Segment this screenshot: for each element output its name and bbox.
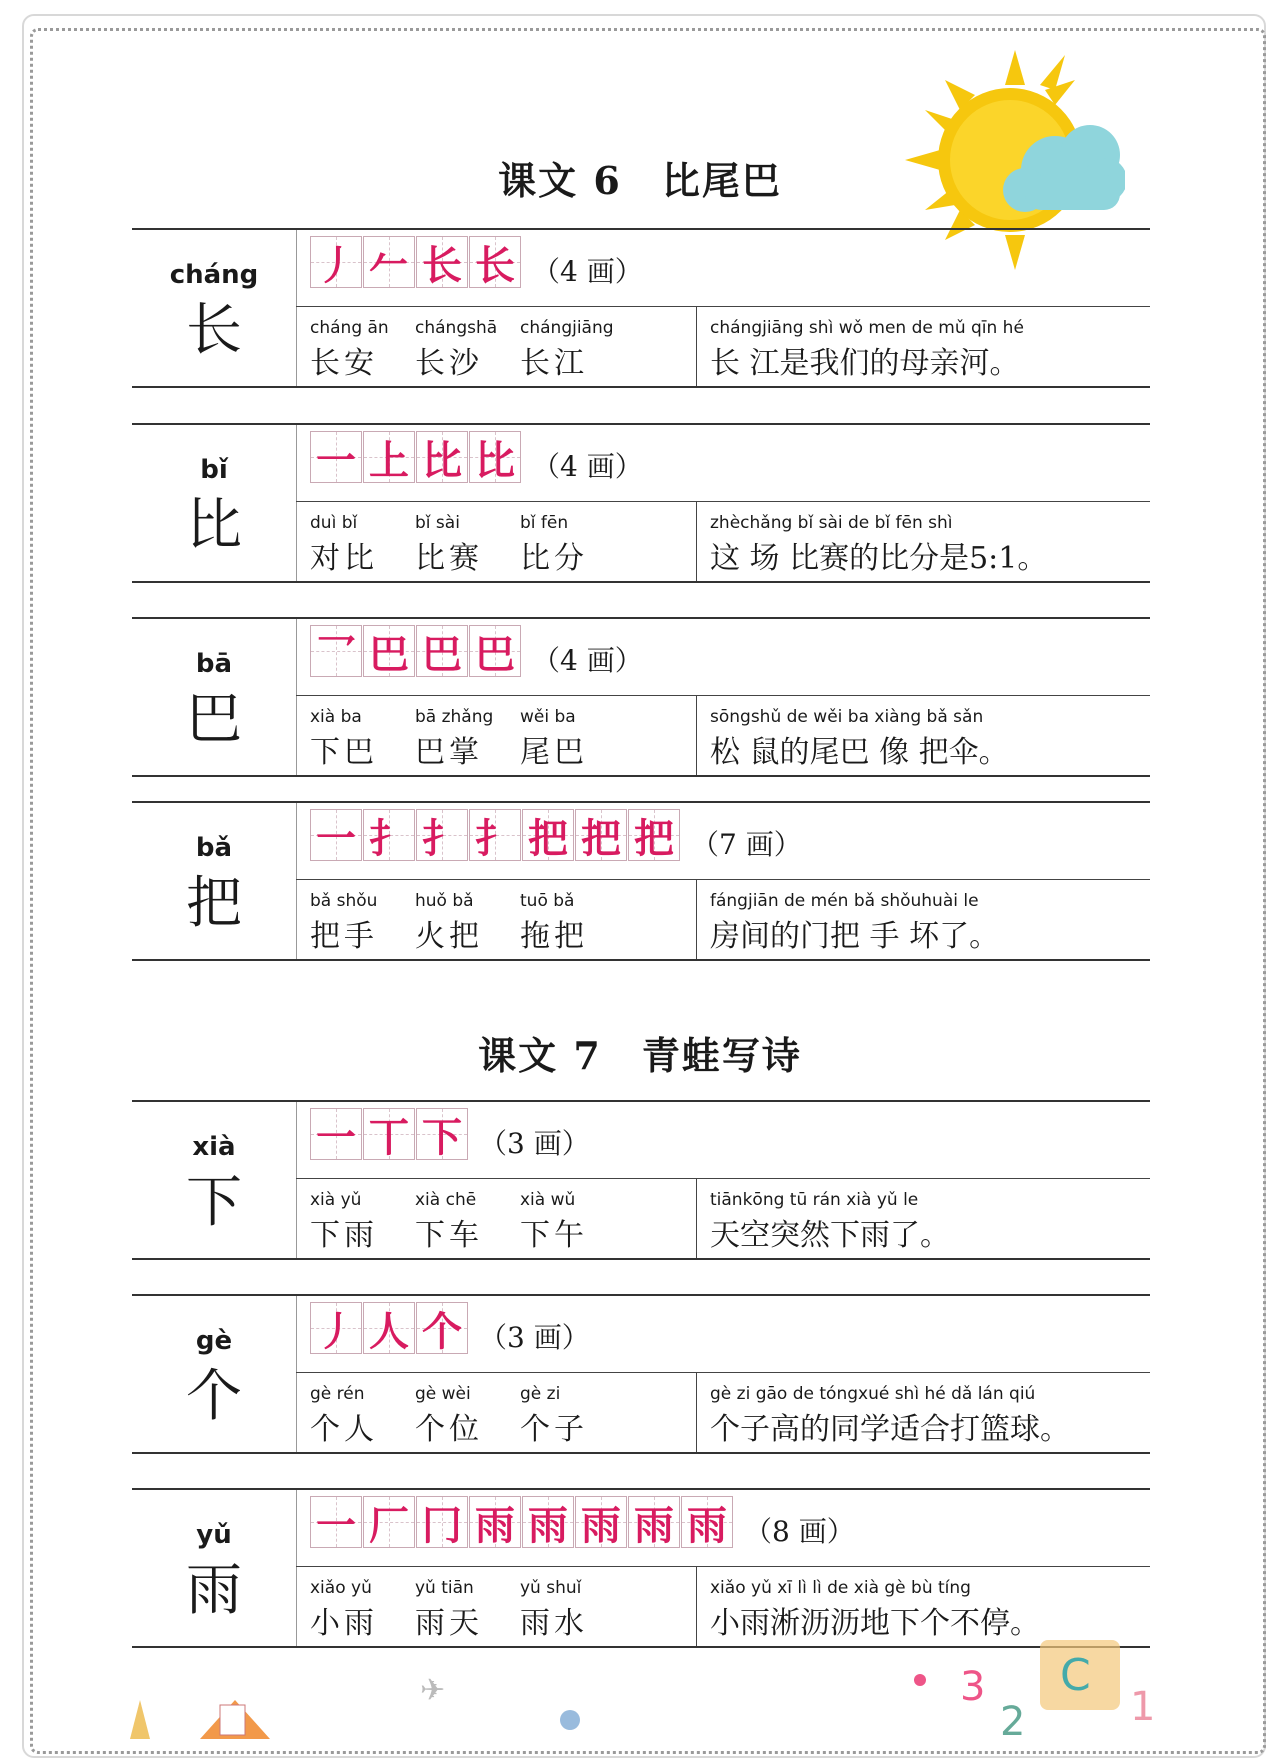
lesson-6-name: 比尾巴 xyxy=(661,158,782,203)
word-hanzi: 长沙 xyxy=(415,346,483,381)
table-rule xyxy=(296,879,1150,880)
example-word xyxy=(310,1578,415,1642)
stroke-glyph: 巴 xyxy=(369,630,409,678)
stroke-cell xyxy=(310,625,362,677)
word-hanzi: 雨天 xyxy=(415,1606,483,1641)
example-word xyxy=(520,318,625,382)
table-rule xyxy=(696,696,697,775)
sentence-pinyin: chángjiāng shì wǒ men de mǔ qīn hé xyxy=(710,318,1024,338)
example-word xyxy=(310,707,415,771)
example-word xyxy=(520,513,625,577)
example-word xyxy=(520,891,625,955)
char-pinyin: cháng xyxy=(169,260,259,290)
word-pinyin: bǐ fēn xyxy=(520,513,569,533)
stroke-order-grid xyxy=(310,1302,469,1354)
word-hanzi: 比赛 xyxy=(415,541,483,576)
stroke-count: （4 画） xyxy=(532,644,643,677)
stroke-cell xyxy=(310,1496,362,1548)
word-hanzi: 拖把 xyxy=(520,919,588,954)
stroke-order-grid xyxy=(310,625,522,677)
word-pinyin: tuō bǎ xyxy=(520,891,575,911)
sentence-hanzi: 松 鼠的尾巴 像 把伞。 xyxy=(710,735,1009,770)
stroke-cell xyxy=(310,809,362,861)
word-pinyin: yǔ tiān xyxy=(415,1578,474,1598)
word-pinyin: xià wǔ xyxy=(520,1190,576,1210)
word-hanzi: 巴掌 xyxy=(415,735,483,770)
example-sentence xyxy=(710,513,1140,577)
stroke-glyph: 扌 xyxy=(369,814,409,862)
table-rule xyxy=(696,880,697,959)
stroke-glyph: 把 xyxy=(581,814,621,862)
word-pinyin: bǎ shǒu xyxy=(310,891,378,911)
stroke-cell xyxy=(363,431,415,483)
stroke-glyph: 把 xyxy=(634,814,674,862)
example-words xyxy=(310,513,625,577)
word-pinyin: gè zi xyxy=(520,1384,561,1404)
stroke-glyph: 雨 xyxy=(475,1501,515,1549)
table-rule xyxy=(132,801,1150,803)
word-pinyin: chángshā xyxy=(415,318,498,338)
word-hanzi: 雨水 xyxy=(520,1606,588,1641)
stroke-cell xyxy=(416,236,468,288)
char-glyph: 把 xyxy=(186,871,242,936)
word-hanzi: 火把 xyxy=(415,919,483,954)
stroke-glyph: 比 xyxy=(422,436,462,484)
word-pinyin: cháng ān xyxy=(310,318,389,338)
stroke-glyph: 丿 xyxy=(316,1307,356,1355)
table-rule xyxy=(296,1178,1150,1179)
stroke-cell xyxy=(522,1496,574,1548)
table-rule xyxy=(132,423,1150,425)
table-rule xyxy=(132,228,1150,230)
stroke-count: （4 画） xyxy=(532,450,643,483)
example-words xyxy=(310,1190,625,1254)
word-pinyin: yǔ shuǐ xyxy=(520,1578,582,1598)
stroke-cell xyxy=(522,809,574,861)
example-sentence xyxy=(710,707,1140,771)
table-rule xyxy=(296,695,1150,696)
word-pinyin: gè wèi xyxy=(415,1384,471,1404)
lesson-6-number: 课文 6 xyxy=(498,158,622,203)
svg-text:3: 3 xyxy=(960,1664,986,1710)
char-pinyin: xià xyxy=(192,1132,236,1162)
stroke-cell xyxy=(363,1496,415,1548)
stroke-cell xyxy=(363,236,415,288)
stroke-cell xyxy=(469,809,521,861)
stroke-cell xyxy=(469,1496,521,1548)
table-rule xyxy=(296,425,297,581)
stroke-order-grid xyxy=(310,809,681,861)
stroke-cell xyxy=(681,1496,733,1548)
stroke-cell xyxy=(310,236,362,288)
stroke-glyph: 𠂉 xyxy=(369,241,409,289)
svg-text:1: 1 xyxy=(1130,1684,1156,1730)
word-hanzi: 个人 xyxy=(310,1412,378,1447)
example-word xyxy=(415,891,520,955)
svg-text:✈: ✈ xyxy=(420,1673,446,1708)
character-entry xyxy=(132,423,1150,583)
sentence-pinyin: gè zi gāo de tóngxué shì hé dǎ lán qiú xyxy=(710,1384,1036,1404)
stroke-cell xyxy=(575,809,627,861)
word-hanzi: 下巴 xyxy=(310,735,378,770)
word-pinyin: xià yǔ xyxy=(310,1190,362,1210)
example-words xyxy=(310,1384,625,1448)
character-entry xyxy=(132,228,1150,388)
table-rule xyxy=(132,1258,1150,1260)
character-entry xyxy=(132,1100,1150,1260)
stroke-glyph: 比 xyxy=(475,436,515,484)
svg-text:2: 2 xyxy=(1000,1699,1026,1739)
stroke-glyph: 把 xyxy=(528,814,568,862)
table-rule xyxy=(296,1566,1150,1567)
char-pinyin: bā xyxy=(195,649,233,679)
sentence-hanzi: 小雨淅沥沥地下个不停。 xyxy=(710,1606,1040,1641)
word-hanzi: 比分 xyxy=(520,541,588,576)
sentence-hanzi: 个子高的同学适合打篮球。 xyxy=(710,1412,1070,1447)
stroke-glyph: 上 xyxy=(369,436,409,484)
lesson-7-name: 青蛙写诗 xyxy=(641,1033,802,1078)
stroke-glyph: 人 xyxy=(369,1307,409,1355)
stroke-cell xyxy=(310,1302,362,1354)
word-pinyin: wěi ba xyxy=(520,707,576,727)
stroke-glyph: 冂 xyxy=(422,1501,462,1549)
example-words xyxy=(310,1578,625,1642)
table-rule xyxy=(132,386,1150,388)
example-word xyxy=(520,1578,625,1642)
stroke-glyph: 一 xyxy=(316,1501,356,1549)
svg-text:C: C xyxy=(1060,1650,1091,1701)
stroke-cell xyxy=(416,1496,468,1548)
stroke-cell xyxy=(416,1302,468,1354)
example-words xyxy=(310,707,625,771)
stroke-count: （3 画） xyxy=(479,1127,590,1160)
sentence-hanzi: 这 场 比赛的比分是5:1。 xyxy=(710,541,1048,576)
word-pinyin: xià chē xyxy=(415,1190,477,1210)
word-hanzi: 把手 xyxy=(310,919,378,954)
word-hanzi: 对比 xyxy=(310,541,378,576)
stroke-glyph: 一 xyxy=(316,436,356,484)
example-sentence xyxy=(710,318,1140,382)
example-word xyxy=(520,707,625,771)
stroke-order-grid xyxy=(310,236,522,288)
example-words xyxy=(310,891,625,955)
stroke-cell xyxy=(416,625,468,677)
example-sentence xyxy=(710,1190,1140,1254)
stroke-cell xyxy=(363,625,415,677)
lesson-6-title xyxy=(0,150,1280,205)
stroke-order-grid xyxy=(310,431,522,483)
stroke-glyph: 雨 xyxy=(581,1501,621,1549)
table-rule xyxy=(296,619,297,775)
char-pinyin: gè xyxy=(195,1326,233,1356)
character-entry xyxy=(132,801,1150,961)
example-word xyxy=(310,318,415,382)
example-words xyxy=(310,318,625,382)
table-rule xyxy=(132,617,1150,619)
example-word xyxy=(310,1384,415,1448)
sentence-hanzi: 房间的门把 手 坏了。 xyxy=(710,919,1000,954)
example-word xyxy=(310,1190,415,1254)
stroke-count: （3 画） xyxy=(479,1321,590,1354)
char-glyph: 雨 xyxy=(186,1558,242,1623)
table-rule xyxy=(296,1490,297,1646)
stroke-cell xyxy=(310,431,362,483)
word-hanzi: 下车 xyxy=(415,1218,483,1253)
word-hanzi: 尾巴 xyxy=(520,735,588,770)
table-rule xyxy=(696,1567,697,1646)
stroke-cell xyxy=(469,236,521,288)
word-pinyin: xiǎo yǔ xyxy=(310,1578,372,1598)
word-pinyin: bǐ sài xyxy=(415,513,460,533)
table-rule xyxy=(296,1296,297,1452)
char-glyph: 巴 xyxy=(186,687,242,752)
sentence-hanzi: 天空突然下雨了。 xyxy=(710,1218,950,1253)
stroke-glyph: 扌 xyxy=(475,814,515,862)
word-pinyin: chángjiāng xyxy=(520,318,614,338)
stroke-cell xyxy=(628,809,680,861)
example-word xyxy=(520,1384,625,1448)
character-entry xyxy=(132,1488,1150,1648)
stroke-glyph: 乛 xyxy=(316,630,356,678)
lesson-7-title xyxy=(0,1025,1280,1080)
example-sentence xyxy=(710,1384,1140,1448)
stroke-glyph: 雨 xyxy=(687,1501,727,1549)
sentence-hanzi: 长 江是我们的母亲河。 xyxy=(710,346,1020,381)
table-rule xyxy=(296,1102,297,1258)
stroke-glyph: 丿 xyxy=(316,241,356,289)
sentence-pinyin: fángjiān de mén bǎ shǒuhuài le xyxy=(710,891,979,911)
stroke-glyph: 长 xyxy=(475,241,515,289)
sentence-pinyin: tiānkōng tū rán xià yǔ le xyxy=(710,1190,919,1210)
stroke-glyph: 雨 xyxy=(528,1501,568,1549)
table-rule xyxy=(696,307,697,386)
stroke-glyph: 一 xyxy=(316,814,356,862)
table-rule xyxy=(296,306,1150,307)
stroke-cell xyxy=(469,625,521,677)
character-entry xyxy=(132,1294,1150,1454)
example-word xyxy=(415,318,520,382)
example-sentence xyxy=(710,891,1140,955)
char-glyph: 长 xyxy=(186,298,242,363)
stroke-glyph: 个 xyxy=(422,1307,462,1355)
stroke-glyph: 一 xyxy=(316,1113,356,1161)
stroke-glyph: 巴 xyxy=(475,630,515,678)
char-glyph: 下 xyxy=(186,1170,242,1235)
stroke-cell xyxy=(416,431,468,483)
table-rule xyxy=(132,959,1150,961)
table-rule xyxy=(132,1452,1150,1454)
bottom-decoration xyxy=(120,1640,1160,1739)
table-rule xyxy=(132,1294,1150,1296)
sentence-pinyin: sōngshǔ de wěi ba xiàng bǎ sǎn xyxy=(710,707,984,727)
table-rule xyxy=(132,775,1150,777)
stroke-glyph: 厂 xyxy=(369,1501,409,1549)
char-glyph: 比 xyxy=(186,493,242,558)
example-sentence xyxy=(710,1578,1140,1642)
example-word xyxy=(415,1578,520,1642)
word-hanzi: 个位 xyxy=(415,1412,483,1447)
stroke-cell xyxy=(363,1108,415,1160)
table-rule xyxy=(296,1372,1150,1373)
word-hanzi: 长安 xyxy=(310,346,378,381)
sentence-pinyin: xiǎo yǔ xī lì lì de xià gè bù tíng xyxy=(710,1578,971,1598)
stroke-order-grid xyxy=(310,1496,734,1548)
example-word xyxy=(415,1384,520,1448)
word-hanzi: 个子 xyxy=(520,1412,588,1447)
stroke-glyph: 雨 xyxy=(634,1501,674,1549)
example-word xyxy=(310,513,415,577)
word-pinyin: bā zhǎng xyxy=(415,707,494,727)
stroke-cell xyxy=(575,1496,627,1548)
word-pinyin: huǒ bǎ xyxy=(415,891,474,911)
stroke-count: （7 画） xyxy=(691,828,802,861)
stroke-glyph: 巴 xyxy=(422,630,462,678)
table-rule xyxy=(132,1100,1150,1102)
table-rule xyxy=(296,501,1150,502)
stroke-cell xyxy=(416,809,468,861)
stroke-glyph: 长 xyxy=(422,241,462,289)
table-rule xyxy=(132,581,1150,583)
word-hanzi: 小雨 xyxy=(310,1606,378,1641)
stroke-count: （4 画） xyxy=(532,255,643,288)
stroke-count: （8 画） xyxy=(744,1515,855,1548)
table-rule xyxy=(296,230,297,386)
sentence-pinyin: zhèchǎng bǐ sài de bǐ fēn shì xyxy=(710,513,953,533)
table-rule xyxy=(296,803,297,959)
stroke-cell xyxy=(363,809,415,861)
stroke-cell xyxy=(416,1108,468,1160)
table-rule xyxy=(132,1488,1150,1490)
lesson-7-number: 课文 7 xyxy=(478,1033,602,1078)
table-rule xyxy=(696,502,697,581)
stroke-cell xyxy=(310,1108,362,1160)
example-word xyxy=(310,891,415,955)
word-hanzi: 下午 xyxy=(520,1218,588,1253)
char-pinyin: bǎ xyxy=(195,833,233,863)
stroke-cell xyxy=(628,1496,680,1548)
word-hanzi: 下雨 xyxy=(310,1218,378,1253)
character-entry xyxy=(132,617,1150,777)
stroke-cell xyxy=(363,1302,415,1354)
stroke-cell xyxy=(469,431,521,483)
example-word xyxy=(415,707,520,771)
word-pinyin: duì bǐ xyxy=(310,513,358,533)
table-rule xyxy=(696,1179,697,1258)
table-rule xyxy=(696,1373,697,1452)
char-pinyin: yǔ xyxy=(196,1520,232,1550)
stroke-order-grid xyxy=(310,1108,469,1160)
stroke-glyph: 下 xyxy=(422,1113,462,1161)
word-hanzi: 长江 xyxy=(520,346,588,381)
char-pinyin: bǐ xyxy=(200,455,228,485)
example-word xyxy=(520,1190,625,1254)
stroke-glyph: 扌 xyxy=(422,814,462,862)
stroke-glyph: 丅 xyxy=(369,1113,409,1161)
word-pinyin: gè rén xyxy=(310,1384,365,1404)
word-pinyin: xià ba xyxy=(310,707,362,727)
example-word xyxy=(415,513,520,577)
example-word xyxy=(415,1190,520,1254)
char-glyph: 个 xyxy=(186,1364,242,1429)
